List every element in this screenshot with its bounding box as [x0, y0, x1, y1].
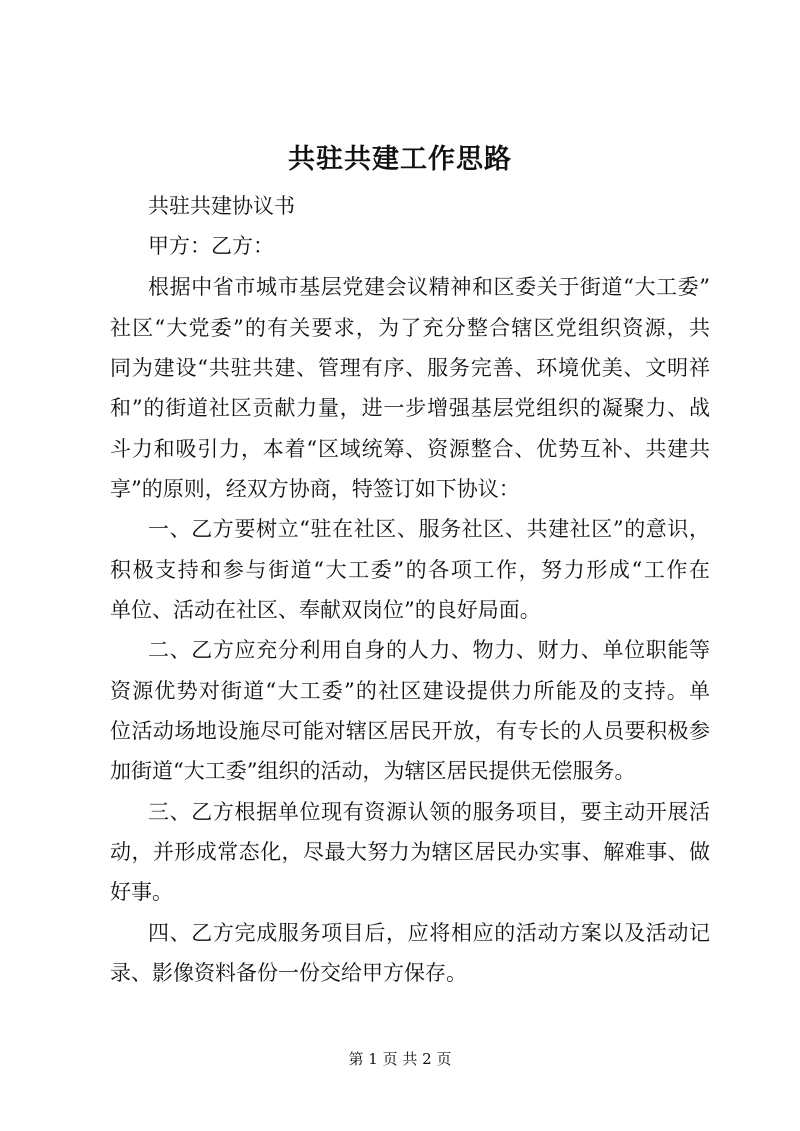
paragraph-line: 同为建设“共驻共建、管理有序、服务完善、环境优美、文明祥 — [110, 356, 710, 380]
page-footer: 第 1 页 共 2 页 — [348, 1050, 452, 1068]
paragraph-line: 二、乙方应充分利用自身的人力、物力、财力、单位职能等 — [148, 638, 710, 662]
paragraph-line: 三、乙方根据单位现有资源认领的服务项目，要主动开展活 — [148, 800, 710, 824]
paragraph-line: 位活动场地设施尽可能对辖区居民开放，有专长的人员要积极参 — [110, 719, 710, 743]
paragraph-line: 动，并形成常态化，尽最大努力为辖区居民办实事、解难事、做 — [110, 840, 710, 864]
paragraph-line: 享”的原则，经双方协商，特签订如下协议： — [110, 477, 520, 501]
paragraph-line: 一、乙方要树立“驻在社区、服务社区、共建社区”的意识， — [148, 517, 710, 541]
document-title: 共驻共建工作思路 — [288, 144, 512, 175]
paragraph-line: 录、影像资料备份一份交给甲方保存。 — [110, 961, 467, 985]
paragraph-line: 社区“大党委”的有关要求，为了充分整合辖区党组织资源，共 — [110, 316, 710, 340]
parties-line: 甲方：乙方： — [148, 234, 274, 258]
paragraph-line: 加街道“大工委”组织的活动，为辖区居民提供无偿服务。 — [110, 759, 636, 783]
paragraph-line: 积极支持和参与街道“大工委”的各项工作，努力形成“工作在 — [110, 558, 710, 582]
paragraph-line: 好事。 — [110, 880, 173, 904]
paragraph-line: 和”的街道社区贡献力量，进一步增强基层党组织的凝聚力、战 — [110, 396, 710, 420]
paragraph-line: 单位、活动在社区、奉献双岗位”的良好局面。 — [110, 598, 541, 622]
agreement-subtitle: 共驻共建协议书 — [148, 194, 295, 218]
paragraph-line: 资源优势对街道“大工委”的社区建设提供力所能及的支持。单 — [110, 679, 710, 703]
paragraph-line: 四、乙方完成服务项目后，应将相应的活动方案以及活动记 — [148, 921, 710, 945]
paragraph-line: 根据中省市城市基层党建会议精神和区委关于街道“大工委” — [148, 275, 710, 299]
paragraph-line: 斗力和吸引力，本着“区域统筹、资源整合、优势互补、共建共 — [110, 437, 710, 461]
